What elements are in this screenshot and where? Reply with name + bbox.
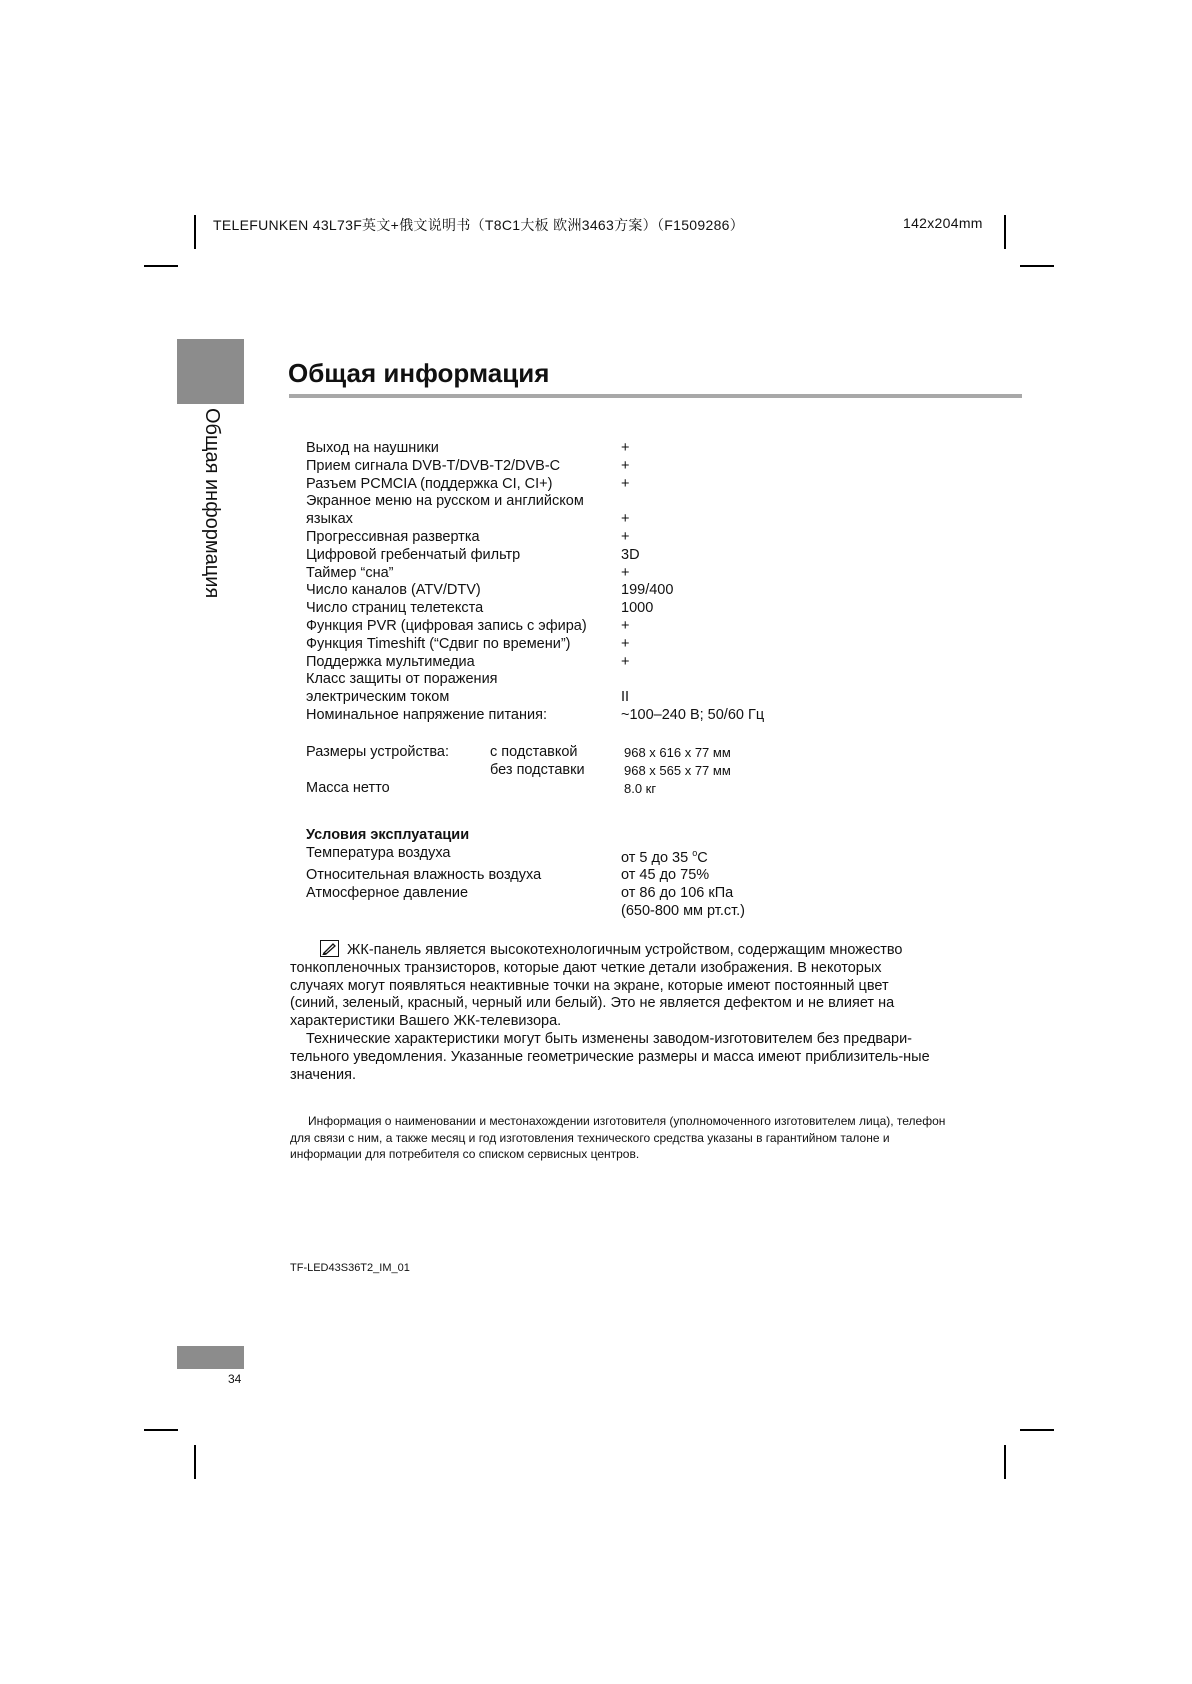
spec-list: [306, 440, 764, 725]
with-stand-value: 968 x 616 x 77 мм: [624, 745, 731, 760]
spec-value: +: [621, 617, 630, 634]
crop-mark-bottom-left-vertical: [194, 1445, 196, 1479]
spec-row: [306, 600, 764, 618]
spec-label: Цифровой гребенчатый фильтр: [306, 546, 521, 563]
spec-value: +: [621, 528, 630, 545]
crop-mark-top-left-horizontal: [144, 265, 178, 267]
spec-label: Функция PVR (цифровая запись с эфира): [306, 617, 587, 634]
spec-label: Число каналов (ATV/DTV): [306, 582, 481, 599]
dimensions-label: Размеры устройства:: [306, 744, 450, 760]
spec-row: [306, 511, 764, 529]
condition-row: [306, 903, 745, 921]
mass-value: 8.0 кг: [624, 780, 657, 796]
pressure-label: Атмосферное давление: [306, 885, 469, 902]
spec-row: [306, 689, 764, 707]
operating-conditions: [306, 827, 745, 921]
spec-label: Поддержка мультимедиа: [306, 653, 475, 670]
page-number: 34: [228, 1372, 242, 1386]
humidity-label: Относительная влажность воздуха: [306, 867, 542, 884]
spec-label: языках: [306, 511, 353, 528]
crop-mark-top-right-horizontal: [1020, 265, 1054, 267]
temp-label: Температура воздуха: [306, 844, 451, 861]
spec-label: Таймер “сна”: [306, 564, 394, 581]
condition-row: [306, 885, 745, 903]
temp-value: от 5 до 35 $^o$C: [621, 847, 708, 866]
pressure-value-mmhg: (650-800 мм рт.ст.): [621, 903, 745, 920]
spec-value: +: [621, 440, 630, 456]
spec-value: II: [621, 689, 630, 706]
note-paragraph-1: ЖК-панель является высокотехнологичным устройством, содержащим множество тонкопленочных транзисторов, которые дают четкие детали изображения. В некоторых случаях могут появляться неактивные точки на экране, которые имеют постоянный цвет (синий, зеленый, красный, черный или белый). Это не является дефектом и не влияет на характеристики Вашего ЖК-телевизора.: [290, 942, 903, 1030]
page-title: Общая информация: [288, 358, 550, 388]
spec-value: 1000: [621, 600, 654, 617]
crop-mark-top-right-vertical: [1004, 215, 1006, 249]
document-code: TF-LED43S36T2_IM_01: [290, 1262, 410, 1274]
spec-row: [306, 671, 764, 689]
spec-row: [306, 707, 764, 725]
spec-value: +: [621, 635, 630, 652]
spec-value: +: [621, 457, 630, 474]
spec-value: +: [621, 564, 630, 581]
spec-row: [306, 582, 764, 600]
spec-row: [306, 440, 764, 458]
spec-row: [306, 529, 764, 547]
spec-row: [306, 476, 764, 494]
spec-label: электрическим током: [306, 689, 450, 706]
spec-row: [306, 565, 764, 583]
spec-value: +: [621, 475, 630, 492]
spec-label: Выход на наушники: [306, 440, 439, 456]
spec-row: [306, 636, 764, 654]
spec-label: Прием сигнала DVB-T/DVB-T2/DVB-C: [306, 457, 561, 474]
print-header-size: 142x204mm: [903, 215, 983, 231]
spec-value: 3D: [621, 546, 640, 563]
spec-label: Номинальное напряжение питания:: [306, 706, 547, 723]
spec-label: Прогрессивная развертка: [306, 528, 480, 545]
spec-row: [306, 547, 764, 565]
spec-label: Класс защиты от поражения: [306, 671, 498, 688]
mass-label: Масса нетто: [306, 779, 390, 796]
spec-value: 199/400: [621, 582, 674, 599]
condition-row: [306, 867, 745, 885]
dimensions-block: [306, 744, 806, 797]
pressure-value: от 86 до 106 кПа: [621, 885, 734, 902]
spec-label: Число страниц телетекста: [306, 600, 484, 617]
spec-row: [306, 654, 764, 672]
spec-label: Экранное меню на русском и английском: [306, 493, 584, 510]
print-header-reference: TELEFUNKEN 43L73F英文+俄文说明书（T8C1大板 欧洲3463方案）（F1509286）: [213, 217, 745, 233]
spec-value: +: [621, 653, 630, 670]
spec-label: Разъем PCMCIA (поддержка CI, CI+): [306, 475, 553, 492]
crop-mark-bottom-left-horizontal: [144, 1429, 178, 1431]
without-stand-label: без подставки: [490, 761, 585, 778]
page-number-block: [177, 1346, 244, 1369]
spec-label: Функция Timeshift (“Сдвиг по времени”): [306, 635, 571, 652]
humidity-value: от 45 до 75%: [621, 867, 710, 884]
crop-mark-bottom-right-horizontal: [1020, 1429, 1054, 1431]
spec-row: [306, 458, 764, 476]
side-tab-block: [177, 339, 244, 404]
side-tab-label: Общая информация: [201, 408, 223, 599]
with-stand-label: с подставкой: [490, 744, 578, 760]
spec-row: [306, 493, 764, 511]
pencil-note-icon: [320, 940, 339, 957]
crop-mark-bottom-right-vertical: [1004, 1445, 1006, 1479]
conditions-heading: Условия эксплуатации: [306, 827, 470, 843]
lcd-note: [290, 940, 930, 1084]
title-underline: [289, 394, 1022, 398]
crop-mark-top-left-vertical: [194, 215, 196, 249]
spec-row: [306, 618, 764, 636]
spec-value: +: [621, 511, 630, 528]
note-paragraph-2: Технические характеристики могут быть изменены заводом-изготовителем без предвари-тельного уведомления. Указанные геометрические размеры и масса имеют приблизитель-ные значения.: [290, 1030, 930, 1083]
spec-value: ~100–240 В; 50/60 Гц: [621, 706, 765, 723]
without-stand-value: 968 x 565 x 77 мм: [624, 762, 731, 778]
manufacturer-info: Информация о наименовании и местонахождении изготовителя (уполномоченного изготовителем лица), телефон для связи с ним, а также месяц и год изготовления технического средства указаны в гарантийном талоне и информации для потребителя со списком сервисных центров.: [290, 1114, 946, 1161]
condition-row: [306, 845, 745, 868]
